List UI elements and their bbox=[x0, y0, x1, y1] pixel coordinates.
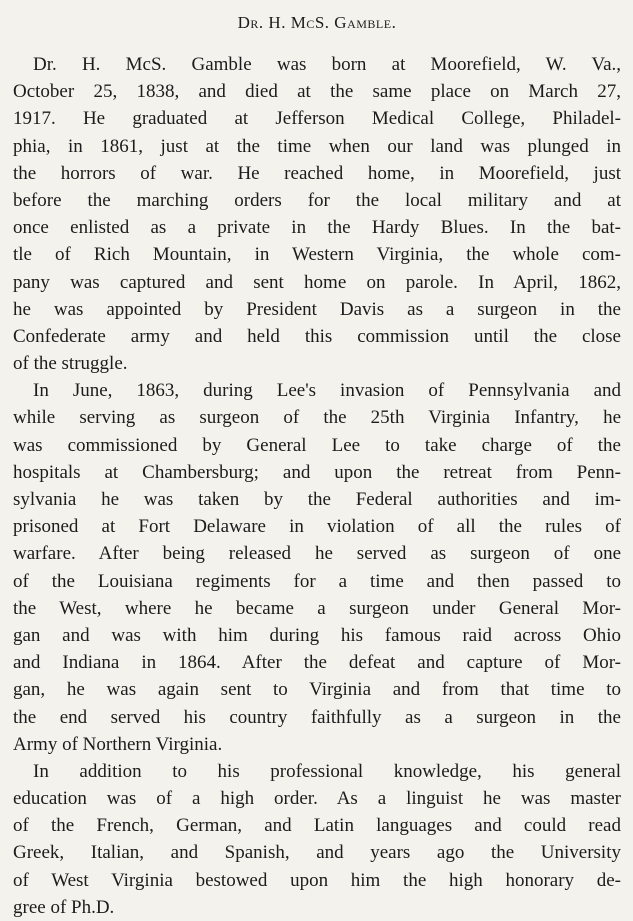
text-line: In June, 1863, during Lee's invasion of Pennsylvania and bbox=[33, 380, 621, 402]
text-line: warfare. After being released he served as surgeon of one bbox=[13, 543, 621, 565]
text-line: phia, in 1861, just at the time when our land was plunged in bbox=[13, 135, 621, 157]
text-line: 1917. He graduated at Jefferson Medical College, Philadel- bbox=[13, 108, 621, 130]
text-line: Greek, Italian, and Spanish, and years ago the University bbox=[13, 842, 621, 864]
text-line: gree of Ph.D. bbox=[13, 896, 115, 918]
document-body bbox=[13, 51, 621, 921]
text-line: of West Virginia bestowed upon him the high honorary de- bbox=[13, 869, 621, 891]
text-line: of the French, German, and Latin languages and could read bbox=[13, 815, 621, 837]
text-line: Army of Northern Virginia. bbox=[13, 733, 223, 755]
text-line: before the marching orders for the local military and at bbox=[13, 189, 621, 211]
text-line: the horrors of war. He reached home, in Moorefield, just bbox=[13, 162, 621, 184]
text-line: while serving as surgeon of the 25th Virginia Infantry, he bbox=[13, 407, 621, 429]
text-line: hospitals at Chambersburg; and upon the retreat from Penn- bbox=[13, 461, 621, 483]
text-line: education was of a high order. As a linguist he was master bbox=[13, 788, 621, 810]
text-line: of the Louisiana regiments for a time and then passed to bbox=[13, 570, 621, 592]
text-line: once enlisted as a private in the Hardy Blues. In the bat- bbox=[13, 217, 621, 239]
text-line: the end served his country faithfully as a surgeon in the bbox=[13, 706, 621, 728]
text-line: he was appointed by President Davis as a surgeon in the bbox=[13, 298, 621, 320]
text-line: gan, he was again sent to Virginia and from that time to bbox=[13, 679, 621, 701]
text-line: In addition to his professional knowledge, his general bbox=[33, 760, 621, 782]
paragraph-3 bbox=[13, 758, 621, 921]
text-line: and Indiana in 1864. After the defeat and capture of Mor- bbox=[13, 652, 621, 674]
text-line: tle of Rich Mountain, in Western Virginia, the whole com- bbox=[13, 244, 621, 266]
text-line: gan and was with him during his famous raid across Ohio bbox=[13, 624, 621, 646]
page-title: Dr. H. McS. Gamble. bbox=[237, 13, 397, 32]
text-line: was commissioned by General Lee to take charge of the bbox=[13, 434, 621, 456]
text-line: the West, where he became a surgeon under General Mor- bbox=[13, 597, 621, 619]
text-line: sylvania he was taken by the Federal authorities and im- bbox=[13, 489, 621, 510]
paragraph-1 bbox=[13, 51, 621, 377]
text-line: October 25, 1838, and died at the same place on March 27, bbox=[13, 81, 621, 103]
text-line: Confederate army and held this commission until the close bbox=[13, 325, 621, 347]
text-line: pany was captured and sent home on parole. In April, 1862, bbox=[13, 271, 621, 293]
document-page bbox=[13, 0, 621, 921]
paragraph-2 bbox=[13, 377, 621, 758]
text-line: Dr. H. McS. Gamble was born at Moorefield, W. Va., bbox=[33, 54, 621, 75]
text-line: prisoned at Fort Delaware in violation of all the rules of bbox=[13, 516, 621, 538]
text-line: of the struggle. bbox=[13, 353, 128, 375]
